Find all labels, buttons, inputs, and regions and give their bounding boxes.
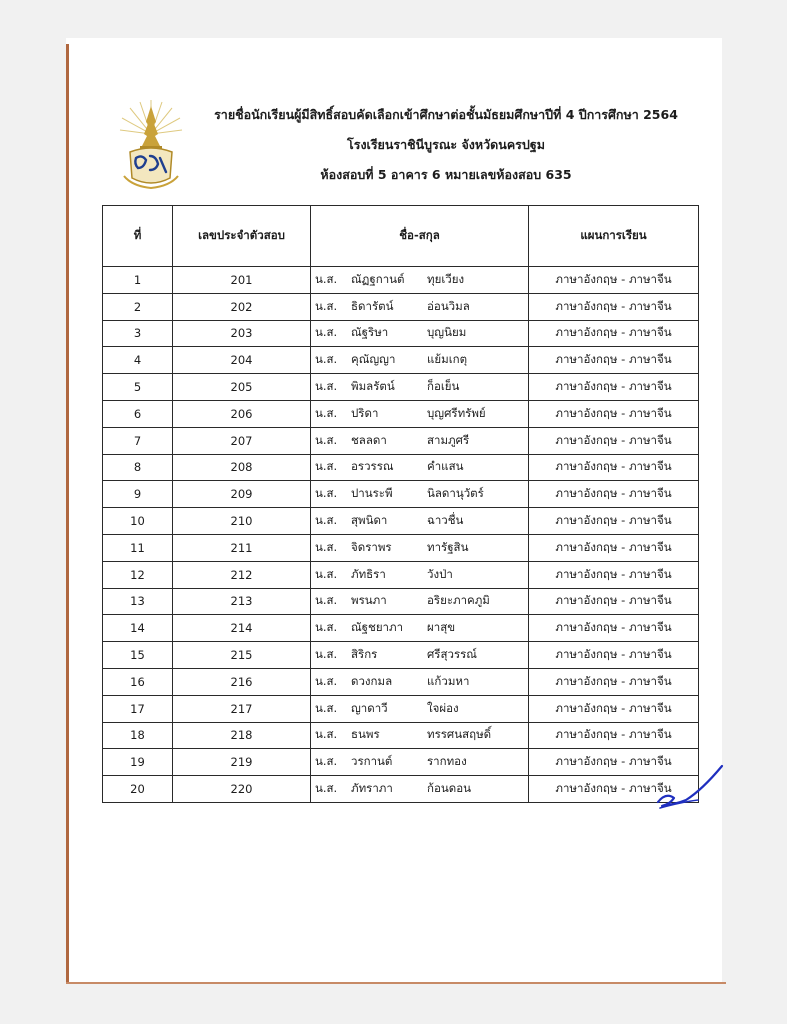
row-exam-id: 213 bbox=[173, 588, 311, 615]
row-name bbox=[311, 642, 529, 669]
row-program: ภาษาอังกฤษ - ภาษาจีน bbox=[529, 293, 699, 320]
first-name: อรวรรณ bbox=[351, 459, 394, 474]
name-prefix: น.ส. bbox=[315, 566, 338, 581]
name-prefix: น.ส. bbox=[315, 486, 338, 501]
first-name: พรนภา bbox=[351, 593, 387, 608]
row-exam-id: 202 bbox=[173, 293, 311, 320]
last-name: บุญศรีทรัพย์ bbox=[427, 405, 486, 420]
row-exam-id: 220 bbox=[173, 776, 311, 803]
column-header-exam-id: เลขประจำตัวสอบ bbox=[173, 206, 311, 267]
name-prefix: น.ส. bbox=[315, 513, 338, 528]
row-program: ภาษาอังกฤษ - ภาษาจีน bbox=[529, 534, 699, 561]
row-program: ภาษาอังกฤษ - ภาษาจีน bbox=[529, 320, 699, 347]
row-no: 8 bbox=[103, 454, 173, 481]
name-prefix: น.ส. bbox=[315, 781, 338, 796]
row-name bbox=[311, 320, 529, 347]
row-name bbox=[311, 615, 529, 642]
table-row bbox=[103, 561, 699, 588]
last-name: ทุยเวียง bbox=[427, 271, 465, 286]
row-exam-id: 201 bbox=[173, 267, 311, 294]
table-row bbox=[103, 615, 699, 642]
first-name: จิดราพร bbox=[351, 539, 392, 554]
row-no: 2 bbox=[103, 293, 173, 320]
row-name bbox=[311, 722, 529, 749]
row-name bbox=[311, 347, 529, 374]
last-name: ทารัฐสิน bbox=[427, 539, 469, 554]
table-row bbox=[103, 481, 699, 508]
last-name: นิลดานุวัตร์ bbox=[427, 486, 484, 501]
row-no: 9 bbox=[103, 481, 173, 508]
last-name: ใจผ่อง bbox=[427, 700, 459, 715]
row-name bbox=[311, 668, 529, 695]
name-prefix: น.ส. bbox=[315, 754, 338, 769]
name-prefix: น.ส. bbox=[315, 405, 338, 420]
name-prefix: น.ส. bbox=[315, 647, 338, 662]
table-row bbox=[103, 347, 699, 374]
row-program: ภาษาอังกฤษ - ภาษาจีน bbox=[529, 722, 699, 749]
table-row bbox=[103, 427, 699, 454]
first-name: ชลลดา bbox=[351, 432, 387, 447]
name-prefix: น.ส. bbox=[315, 379, 338, 394]
first-name: วรกานต์ bbox=[351, 754, 393, 769]
table-row bbox=[103, 293, 699, 320]
row-program: ภาษาอังกฤษ - ภาษาจีน bbox=[529, 668, 699, 695]
row-program: ภาษาอังกฤษ - ภาษาจีน bbox=[529, 347, 699, 374]
row-exam-id: 203 bbox=[173, 320, 311, 347]
row-no: 5 bbox=[103, 374, 173, 401]
row-name bbox=[311, 374, 529, 401]
row-program: ภาษาอังกฤษ - ภาษาจีน bbox=[529, 776, 699, 803]
row-exam-id: 208 bbox=[173, 454, 311, 481]
paper-edge-left bbox=[66, 44, 69, 984]
row-name bbox=[311, 267, 529, 294]
paper-edge-bottom bbox=[66, 982, 726, 984]
row-no: 19 bbox=[103, 749, 173, 776]
row-no: 3 bbox=[103, 320, 173, 347]
row-name bbox=[311, 749, 529, 776]
first-name: สิริกร bbox=[351, 647, 378, 662]
row-program: ภาษาอังกฤษ - ภาษาจีน bbox=[529, 400, 699, 427]
name-prefix: น.ส. bbox=[315, 432, 338, 447]
first-name: ภัทธิรา bbox=[351, 566, 386, 581]
row-program: ภาษาอังกฤษ - ภาษาจีน bbox=[529, 267, 699, 294]
name-prefix: น.ส. bbox=[315, 539, 338, 554]
first-name: พิมลรัตน์ bbox=[351, 379, 395, 394]
row-name bbox=[311, 776, 529, 803]
last-name: อริยะภาคภูมิ bbox=[427, 593, 490, 608]
row-program: ภาษาอังกฤษ - ภาษาจีน bbox=[529, 427, 699, 454]
column-header-name: ชื่อ-สกุล bbox=[311, 206, 529, 267]
first-name: ณัฏฐกานต์ bbox=[351, 271, 405, 286]
last-name: ก็อเย็น bbox=[427, 379, 460, 394]
first-name: ธนพร bbox=[351, 727, 380, 742]
last-name: แย้มเกตุ bbox=[427, 352, 468, 367]
document-header bbox=[196, 100, 696, 190]
row-exam-id: 214 bbox=[173, 615, 311, 642]
last-name: ผาสุข bbox=[427, 620, 456, 635]
row-program: ภาษาอังกฤษ - ภาษาจีน bbox=[529, 454, 699, 481]
header-exam-room: ห้องสอบที่ 5 อาคาร 6 หมายเลขห้องสอบ 635 bbox=[320, 167, 572, 182]
row-name bbox=[311, 508, 529, 535]
row-no: 11 bbox=[103, 534, 173, 561]
table-row bbox=[103, 588, 699, 615]
row-name bbox=[311, 588, 529, 615]
row-program: ภาษาอังกฤษ - ภาษาจีน bbox=[529, 374, 699, 401]
table-row bbox=[103, 267, 699, 294]
table-row bbox=[103, 642, 699, 669]
name-prefix: น.ส. bbox=[315, 271, 338, 286]
table-row bbox=[103, 695, 699, 722]
row-exam-id: 219 bbox=[173, 749, 311, 776]
last-name: วังป่า bbox=[427, 566, 453, 581]
student-roster-table bbox=[102, 205, 699, 803]
table-row bbox=[103, 508, 699, 535]
row-no: 14 bbox=[103, 615, 173, 642]
row-program: ภาษาอังกฤษ - ภาษาจีน bbox=[529, 561, 699, 588]
row-name bbox=[311, 400, 529, 427]
row-no: 1 bbox=[103, 267, 173, 294]
name-prefix: น.ส. bbox=[315, 620, 338, 635]
last-name: อ่อนวิมล bbox=[427, 298, 470, 313]
row-no: 15 bbox=[103, 642, 173, 669]
name-prefix: น.ส. bbox=[315, 352, 338, 367]
table-row bbox=[103, 534, 699, 561]
row-exam-id: 207 bbox=[173, 427, 311, 454]
school-crest-icon bbox=[118, 98, 184, 190]
table-header-row bbox=[103, 206, 699, 267]
row-no: 18 bbox=[103, 722, 173, 749]
row-name bbox=[311, 427, 529, 454]
first-name: ดวงกมล bbox=[351, 673, 393, 688]
first-name: สุพนิดา bbox=[351, 513, 388, 528]
row-exam-id: 217 bbox=[173, 695, 311, 722]
first-name: ภัทราภา bbox=[351, 781, 393, 796]
row-exam-id: 212 bbox=[173, 561, 311, 588]
row-no: 10 bbox=[103, 508, 173, 535]
row-exam-id: 216 bbox=[173, 668, 311, 695]
row-no: 4 bbox=[103, 347, 173, 374]
first-name: คุณัญญา bbox=[351, 352, 396, 367]
first-name: ปานระพี bbox=[351, 486, 393, 501]
row-name bbox=[311, 534, 529, 561]
header-title: รายชื่อนักเรียนผู้มีสิทธิ์สอบคัดเลือกเข้าศึกษาต่อชั้นมัธยมศึกษาปีที่ 4 ปีการศึกษา 2564 bbox=[214, 107, 678, 122]
row-no: 20 bbox=[103, 776, 173, 803]
row-name bbox=[311, 481, 529, 508]
table-row bbox=[103, 722, 699, 749]
table-row bbox=[103, 668, 699, 695]
last-name: สามภูศรี bbox=[427, 432, 470, 447]
row-program: ภาษาอังกฤษ - ภาษาจีน bbox=[529, 749, 699, 776]
row-name bbox=[311, 454, 529, 481]
table-row bbox=[103, 400, 699, 427]
table-row bbox=[103, 320, 699, 347]
table-row bbox=[103, 776, 699, 803]
row-exam-id: 218 bbox=[173, 722, 311, 749]
row-no: 17 bbox=[103, 695, 173, 722]
table-row bbox=[103, 454, 699, 481]
column-header-no: ที่ bbox=[103, 206, 173, 267]
name-prefix: น.ส. bbox=[315, 298, 338, 313]
last-name: บุญนิยม bbox=[427, 325, 467, 340]
last-name: ก้อนดอน bbox=[427, 781, 471, 796]
row-no: 7 bbox=[103, 427, 173, 454]
row-program: ภาษาอังกฤษ - ภาษาจีน bbox=[529, 615, 699, 642]
last-name: รากทอง bbox=[427, 754, 467, 769]
first-name: ณัฐชยาภา bbox=[351, 620, 404, 635]
first-name: ญาดาวี bbox=[351, 700, 388, 715]
table-body bbox=[103, 267, 699, 803]
row-exam-id: 209 bbox=[173, 481, 311, 508]
last-name: คำแสน bbox=[427, 459, 464, 474]
last-name: ฉาวชื่น bbox=[427, 513, 464, 528]
row-no: 6 bbox=[103, 400, 173, 427]
row-exam-id: 205 bbox=[173, 374, 311, 401]
row-exam-id: 211 bbox=[173, 534, 311, 561]
row-exam-id: 204 bbox=[173, 347, 311, 374]
name-prefix: น.ส. bbox=[315, 325, 338, 340]
name-prefix: น.ส. bbox=[315, 673, 338, 688]
row-no: 13 bbox=[103, 588, 173, 615]
table-row bbox=[103, 374, 699, 401]
row-program: ภาษาอังกฤษ - ภาษาจีน bbox=[529, 588, 699, 615]
first-name: ณัฐริษา bbox=[351, 325, 389, 340]
row-no: 16 bbox=[103, 668, 173, 695]
name-prefix: น.ส. bbox=[315, 700, 338, 715]
row-program: ภาษาอังกฤษ - ภาษาจีน bbox=[529, 642, 699, 669]
name-prefix: น.ส. bbox=[315, 459, 338, 474]
row-no: 12 bbox=[103, 561, 173, 588]
first-name: ธิดารัตน์ bbox=[351, 298, 394, 313]
last-name: ทรรศนสฤษดิ์ bbox=[427, 727, 492, 742]
row-exam-id: 215 bbox=[173, 642, 311, 669]
header-school: โรงเรียนราชินีบูรณะ จังหวัดนครปฐม bbox=[347, 137, 545, 152]
name-prefix: น.ส. bbox=[315, 727, 338, 742]
last-name: ศรีสุวรรณ์ bbox=[427, 647, 477, 662]
row-program: ภาษาอังกฤษ - ภาษาจีน bbox=[529, 695, 699, 722]
name-prefix: น.ส. bbox=[315, 593, 338, 608]
table-row bbox=[103, 749, 699, 776]
row-name bbox=[311, 293, 529, 320]
last-name: แก้วมหา bbox=[427, 673, 470, 688]
row-program: ภาษาอังกฤษ - ภาษาจีน bbox=[529, 481, 699, 508]
row-exam-id: 210 bbox=[173, 508, 311, 535]
column-header-program: แผนการเรียน bbox=[529, 206, 699, 267]
signature-mark bbox=[652, 762, 726, 816]
row-exam-id: 206 bbox=[173, 400, 311, 427]
row-program: ภาษาอังกฤษ - ภาษาจีน bbox=[529, 508, 699, 535]
row-name bbox=[311, 695, 529, 722]
row-name bbox=[311, 561, 529, 588]
first-name: ปริดา bbox=[351, 405, 379, 420]
